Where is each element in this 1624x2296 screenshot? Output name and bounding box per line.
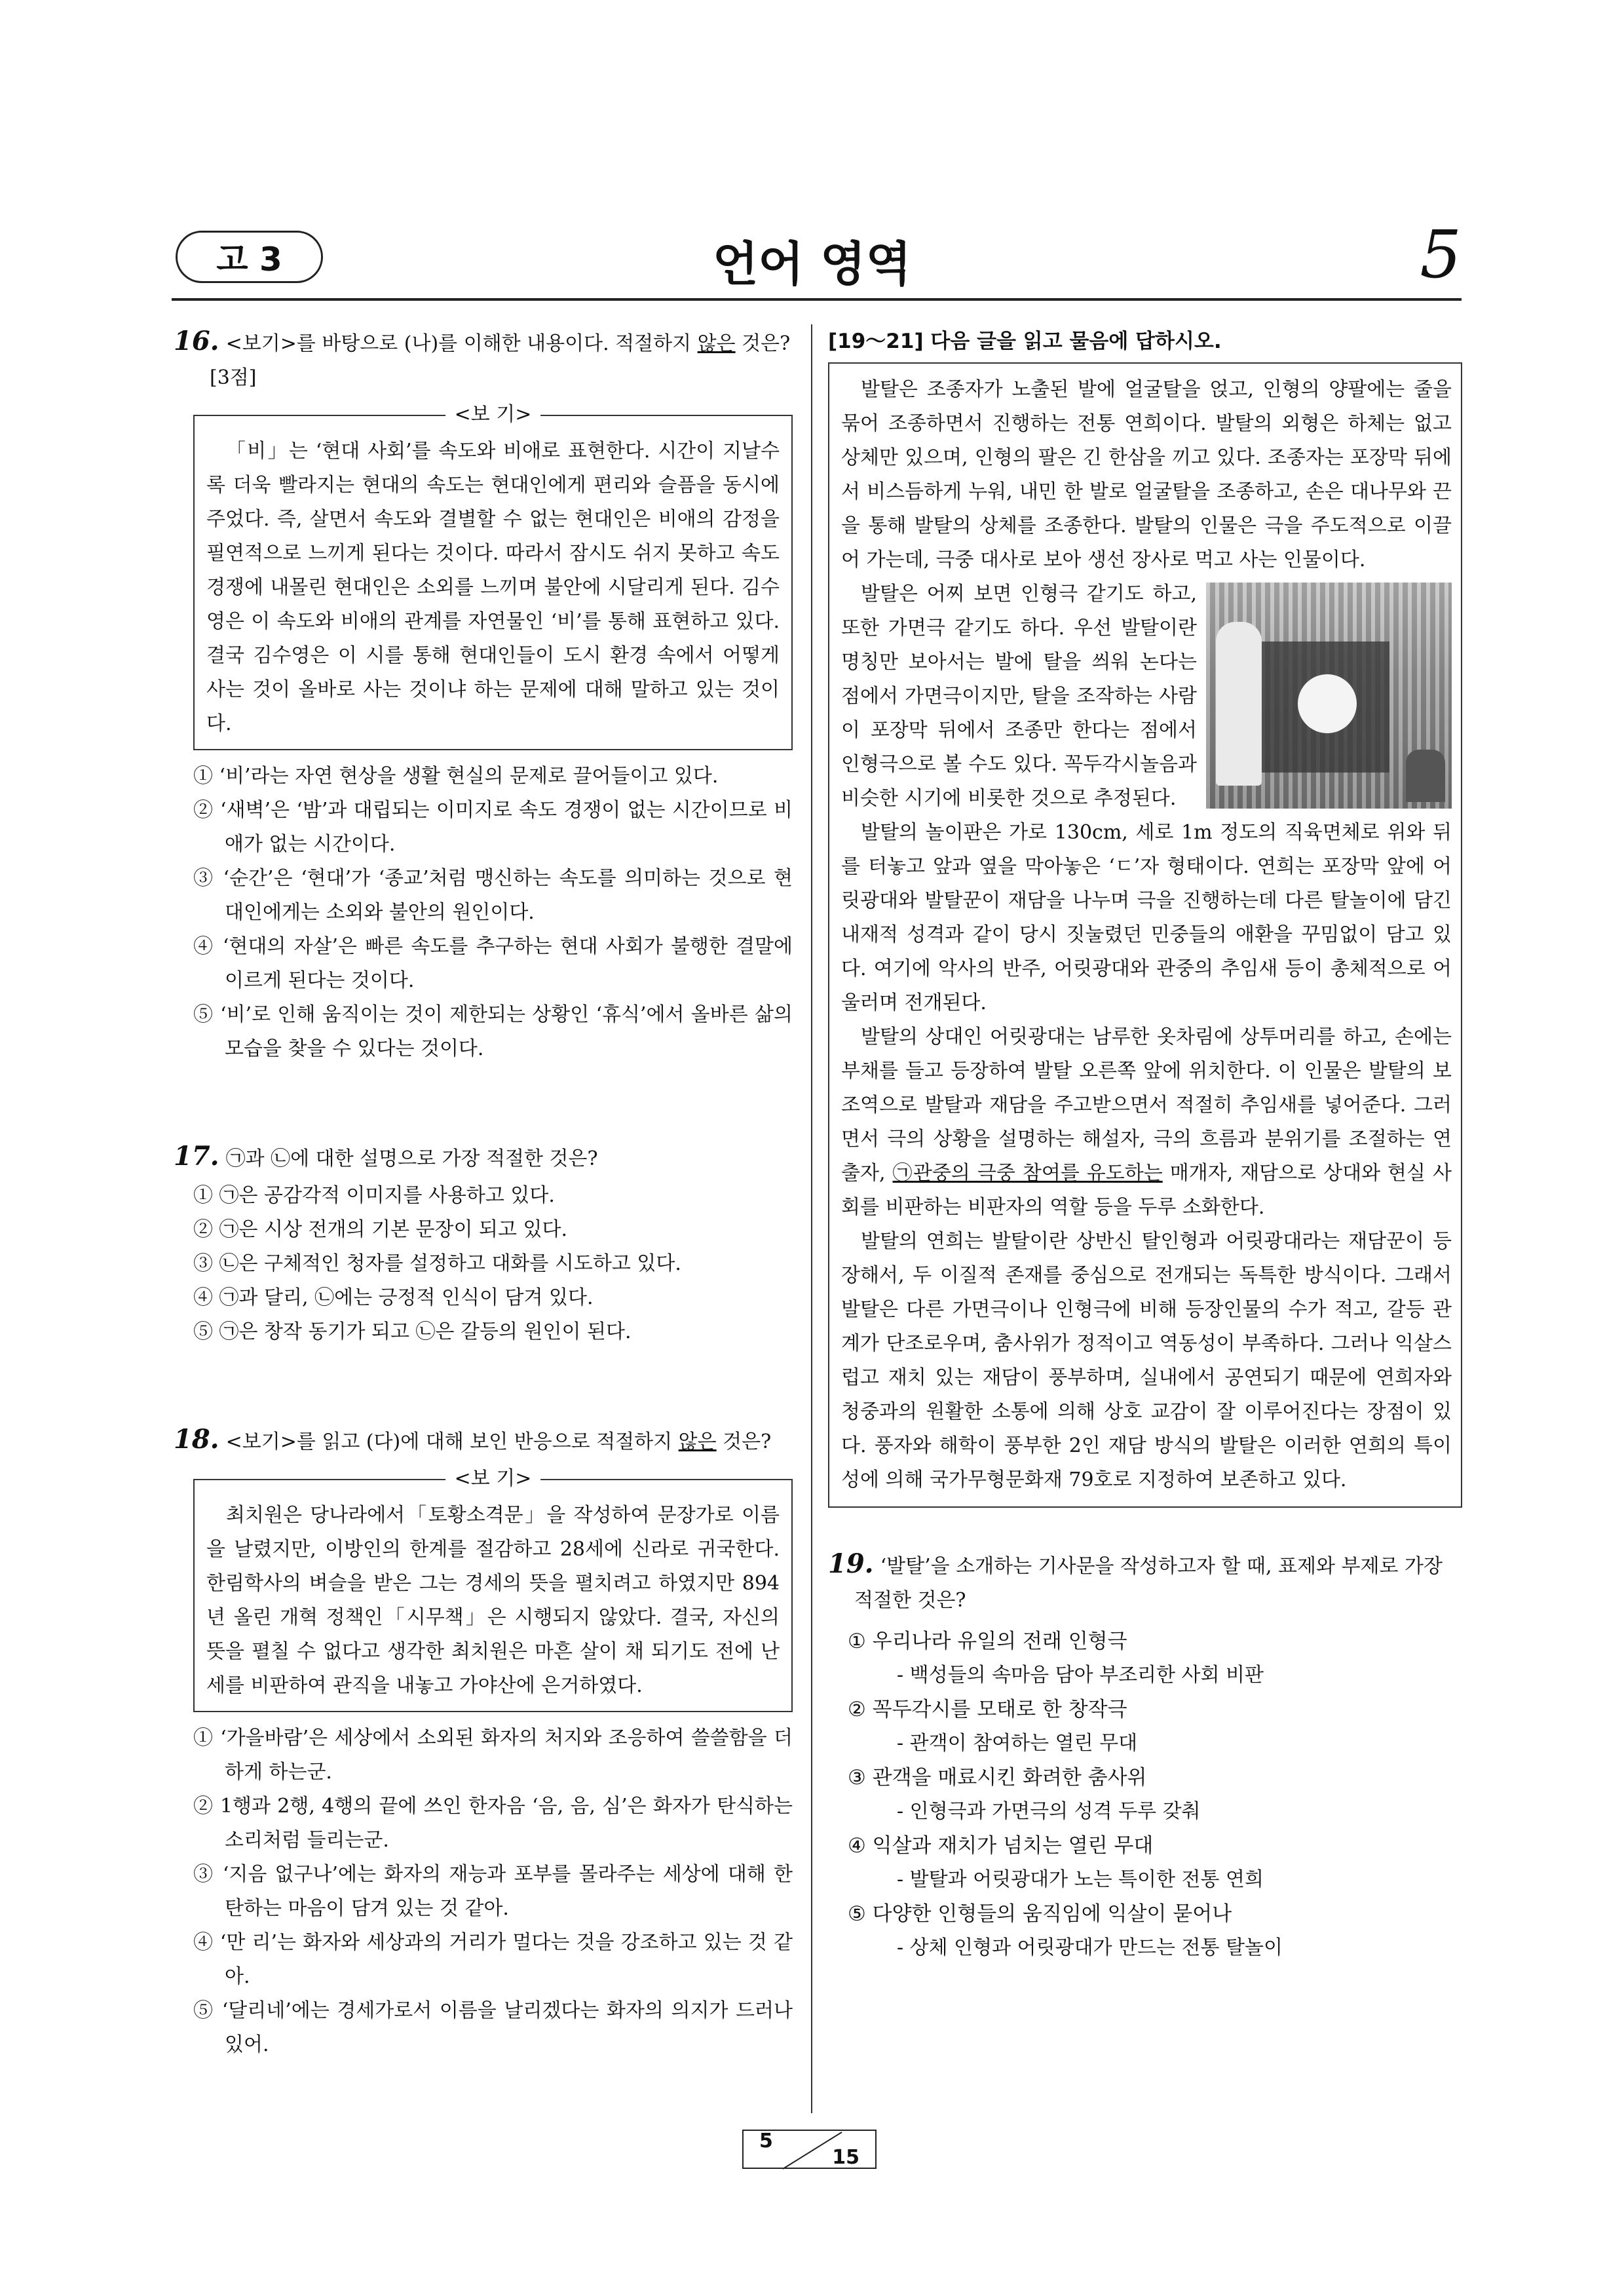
left-column [174,324,793,2062]
subject-title: 언어 영역 [712,237,912,292]
grade-badge: 고 3 [176,231,323,283]
footer-total-pages: 15 [832,2146,859,2169]
question-number: 16. [174,326,219,356]
choice-subtitle: - 백성들의 속마음 담아 부조리한 사회 비판 [897,1664,1264,1687]
choice-subtitle: - 인형극과 가면극의 성격 두루 갖춰 [897,1800,1201,1823]
page-number: 5 [1420,216,1462,293]
passage-paragraph: 발탈은 조종자가 노출된 발에 얼굴탈을 얹고, 인형의 양팔에는 줄을 묶어 조종하면서 진행하는 전통 연희이다. 발탈의 외형은 하체는 없고 상체만 있으며, 인형의 팔은 긴 한삼을 끼고 있다. 조종자는 포장막 뒤에서 비스듬하게 누워, 내민 한 발로 얼굴탈을 조종하고, 손은 대나무와 끈을 통해 발탈의 상체를 조종한다. 발탈의 인물은 극을 주도적으로 이끌어 가는데, 극중 대사로 보아 생선 장사로 먹고 사는 인물이다. [841,378,1452,571]
footer-page-indicator [742,2130,877,2169]
passage-paragraph: 발탈의 연희는 발탈이란 상반신 탈인형과 어릿광대라는 재담꾼이 등장해서, 두 이질적 존재를 중심으로 전개되는 독특한 방식이다. 그래서 발탈은 다른 가면극이나 인형극에 비해 등장인물의 수가 적고, 갈등 관계가 단조로우며, 춤사위가 정적이고 역동성이 부족하다. 그러나 익살스럽고 재치 있는 재담이 풍부하며, 실내에서 공연되기 때문에 연희자와 청중과의 원활한 소통에 의해 상호 교감이 잘 이루어진다는 장점이 있다. 풍자와 해학이 풍부한 2인 재담 방식의 발탈은 이러한 연희의 특이성에 의해 국가무형문화재 79호로 지정하여 보존하고 있다. [841,1230,1452,1491]
performer-figure [1216,622,1262,786]
choice-subtitle: - 관객이 참여하는 열린 무대 [897,1732,1138,1755]
choice-4[interactable]: ④ ㉠과 달리, ㉡에는 긍정적 인식이 담겨 있다. [193,1286,594,1309]
choice-headline: ⑤ 다양한 인형들의 움직임에 익살이 묻어나 [848,1902,1232,1926]
set-heading: [19～21] 다음 글을 읽고 물음에 답하시오. [828,330,1222,353]
choice-headline: ④ 익살과 재치가 넘치는 열린 무대 [848,1834,1154,1858]
underlined-phrase-a: ㉠관중의 극중 참여를 유도하는 [892,1162,1163,1185]
choice-subtitle: - 발탈과 어릿광대가 노는 특이한 전통 연희 [897,1868,1264,1891]
question-18-stem: 18. <보기>를 읽고 (다)에 대해 보인 반응으로 적절하지 않은 것은? [174,1424,772,1455]
bogi-label: <보 기> [445,1466,541,1492]
question-16-stem: 16. <보기>를 바탕으로 (나)를 이해한 내용이다. 적절하지 않은 것은? [3점] [174,326,791,389]
question-18 [174,1423,793,2062]
choice-1[interactable]: ① ‘가을바람’은 세상에서 소외된 화자의 처지와 조응하여 쓸쓸함을 더하게 하는군. [193,1727,793,1784]
bogi-text: 「비」는 ‘현대 사회’를 속도와 비애로 표현한다. 시간이 지날수록 더욱 빨라지는 현대의 속도는 현대인에게 편리와 슬픔을 동시에 주었다. 즉, 살면서 속도와 결별할 수 없는 현대인은 비애의 감정을 필연적으로 느끼게 된다는 것이다. 따라서 잠시도 쉬지 못하고 속도 경쟁에 내몰린 현대인은 소외를 느끼며 불안에 시달리게 된다. 김수영은 이 속도와 비애의 관계를 자연물인 ‘비’를 통해 표현하고 있다. 결국 김수영은 이 시를 통해 현대인들이 도시 환경 속에서 어떻게 사는 것이 올바로 사는 것이냐 하는 문제에 대해 말하고 있는 것이다. [206,440,780,735]
choice-2[interactable] [848,1693,1462,1761]
question-19-choices [848,1624,1462,1965]
choice-headline: ② 꼭두각시를 모태로 한 창작극 [848,1698,1127,1721]
question-17-choices [193,1179,793,1349]
choice-5[interactable]: ⑤ ‘달리네’에는 경세가로서 이름을 날리겠다는 화자의 의지가 드러나 있어. [193,1999,793,2056]
choice-3[interactable]: ③ ‘순간’은 ‘현대’가 ‘종교’처럼 맹신하는 속도를 의미하는 것으로 현대인에게는 소외와 불안의 원인이다. [193,867,793,924]
bogi-box [193,403,793,750]
choice-4[interactable] [848,1829,1462,1897]
musician-figure [1406,750,1445,802]
question-number: 19. [828,1548,874,1579]
question-19 [828,1547,1462,1965]
question-16 [174,324,793,1066]
header-rule [172,298,1462,301]
question-18-choices [193,1721,793,2062]
choice-4[interactable]: ④ ‘현대의 자살’은 빠른 속도를 추구하는 현대 사회가 불행한 결말에 이르게 된다는 것이다. [193,935,793,992]
choice-3[interactable]: ③ ‘지음 없구나’에는 화자의 재능과 포부를 몰라주는 세상에 대해 한탄하는 마음이 담겨 있는 것 같아. [193,1863,793,1920]
passage-paragraph: 발탈의 상대인 어릿광대는 남루한 옷차림에 상투머리를 하고, 손에는 부채를 들고 등장하여 발탈 오른쪽 앞에 위치한다. 이 인물은 발탈의 보조역으로 발탈과 재담을 주고받으면서 적절히 추임새를 넣어준다. 그러면서 극의 상황을 설명하는 해설자, 극의 흐름과 분위기를 조절하는 연출자, ㉠관중의 극중 참여를 유도하는 매개자, 재담으로 상대와 현실 사회를 비판하는 비판자의 역할 등을 두루 소화한다. [841,1025,1452,1219]
choice-1[interactable]: ① ㉠은 공감각적 이미지를 사용하고 있다. [193,1184,555,1207]
bogi-label: <보 기> [445,402,541,428]
choice-1[interactable]: ① ‘비’라는 자연 현상을 생활 현실의 문제로 끌어들이고 있다. [193,765,719,788]
choice-subtitle: - 상체 인형과 어릿광대가 만드는 전통 탈놀이 [897,1936,1283,1959]
choice-3[interactable] [848,1761,1462,1829]
choice-4[interactable]: ④ ‘만 리’는 화자와 세상과의 거리가 멀다는 것을 강조하고 있는 것 같아. [193,1931,793,1988]
bogi-text: 최치원은 당나라에서「토황소격문」을 작성하여 문장가로 이름을 날렸지만, 이방인의 한계를 절감하고 28세에 신라로 귀국한다. 한림학사의 벼슬을 받은 그는 경세의 뜻을 펼치려고 하였지만 894년 올린 개혁 정책인「시무책」은 시행되지 않았다. 결국, 자신의 뜻을 펼칠 수 없다고 생각한 최치원은 마흔 살이 채 되기도 전에 난세를 비판하여 관직을 내놓고 가야산에 은거하였다. [206,1504,780,1697]
choice-5[interactable] [848,1897,1462,1965]
question-number: 18. [174,1424,219,1455]
question-17-stem: 17. ㉠과 ㉡에 대한 설명으로 가장 적절한 것은? [174,1141,598,1172]
passage-paragraph: 발탈은 어찌 보면 인형극 같기도 하고, 또한 가면극 같기도 하다. 우선 발탈이란 명칭만 보아서는 발에 탈을 씌워 논다는 점에서 가면극이지만, 탈을 조작하는 사람이 포장막 뒤에서 조종만 한다는 점에서 인형극으로 볼 수도 있다. 꼭두각시놀음과 비슷한 시기에 비롯한 것으로 추정된다. [841,583,1197,810]
question-19-stem: 19. ‘발탈’을 소개하는 기사문을 작성하고자 할 때, 표제와 부제로 가장 적절한 것은? [828,1548,1443,1612]
baltal-photo [1206,583,1452,809]
choice-5[interactable]: ⑤ ‘비’로 인해 움직이는 것이 제한되는 상황인 ‘휴식’에서 올바른 삶의 모습을 찾을 수 있다는 것이다. [193,1003,793,1060]
choice-2[interactable]: ② 1행과 2행, 4행의 끝에 쓰인 한자음 ‘음, 음, 심’은 화자가 탄식하는 소리처럼 들리는군. [193,1795,793,1852]
question-17 [174,1139,793,1349]
passage-paragraph: 발탈의 놀이판은 가로 130cm, 세로 1m 정도의 직육면체로 위와 뒤를 터놓고 앞과 옆을 막아놓은 ‘ㄷ’자 형태이다. 연희는 포장막 앞에 어릿광대와 발탈꾼이 재담을 나누며 극을 진행하는데 다른 탈놀이에 담긴 내재적 성격과 같이 당시 짓눌렸던 민중들의 애환을 꾸밈없이 담고 있다. 여기에 악사의 반주, 어릿광대와 관중의 추임새 등이 총체적으로 어울러며 전개된다. [841,821,1452,1014]
footer-current-page: 5 [759,2130,773,2152]
bogi-box [193,1467,793,1712]
choice-headline: ③ 관객을 매료시킨 화려한 춤사위 [848,1766,1147,1789]
column-divider [811,324,812,2113]
passage-box [828,362,1462,1508]
choice-headline: ① 우리나라 유일의 전래 인형극 [848,1630,1127,1653]
choice-3[interactable]: ③ ㉡은 구체적인 청자를 설정하고 대화를 시도하고 있다. [193,1252,681,1275]
question-number: 17. [174,1141,219,1172]
choice-2[interactable]: ② ‘새벽’은 ‘밤’과 대립되는 이미지로 속도 경쟁이 없는 시간이므로 비애가 없는 시간이다. [193,799,793,856]
choice-1[interactable] [848,1624,1462,1693]
choice-2[interactable]: ② ㉠은 시상 전개의 기본 문장이 되고 있다. [193,1218,567,1241]
puppet-mask-shape [1298,674,1357,733]
right-column [828,324,1462,1965]
choice-5[interactable]: ⑤ ㉠은 창작 동기가 되고 ㉡은 갈등의 원인이 된다. [193,1320,632,1343]
question-16-choices [193,759,793,1066]
